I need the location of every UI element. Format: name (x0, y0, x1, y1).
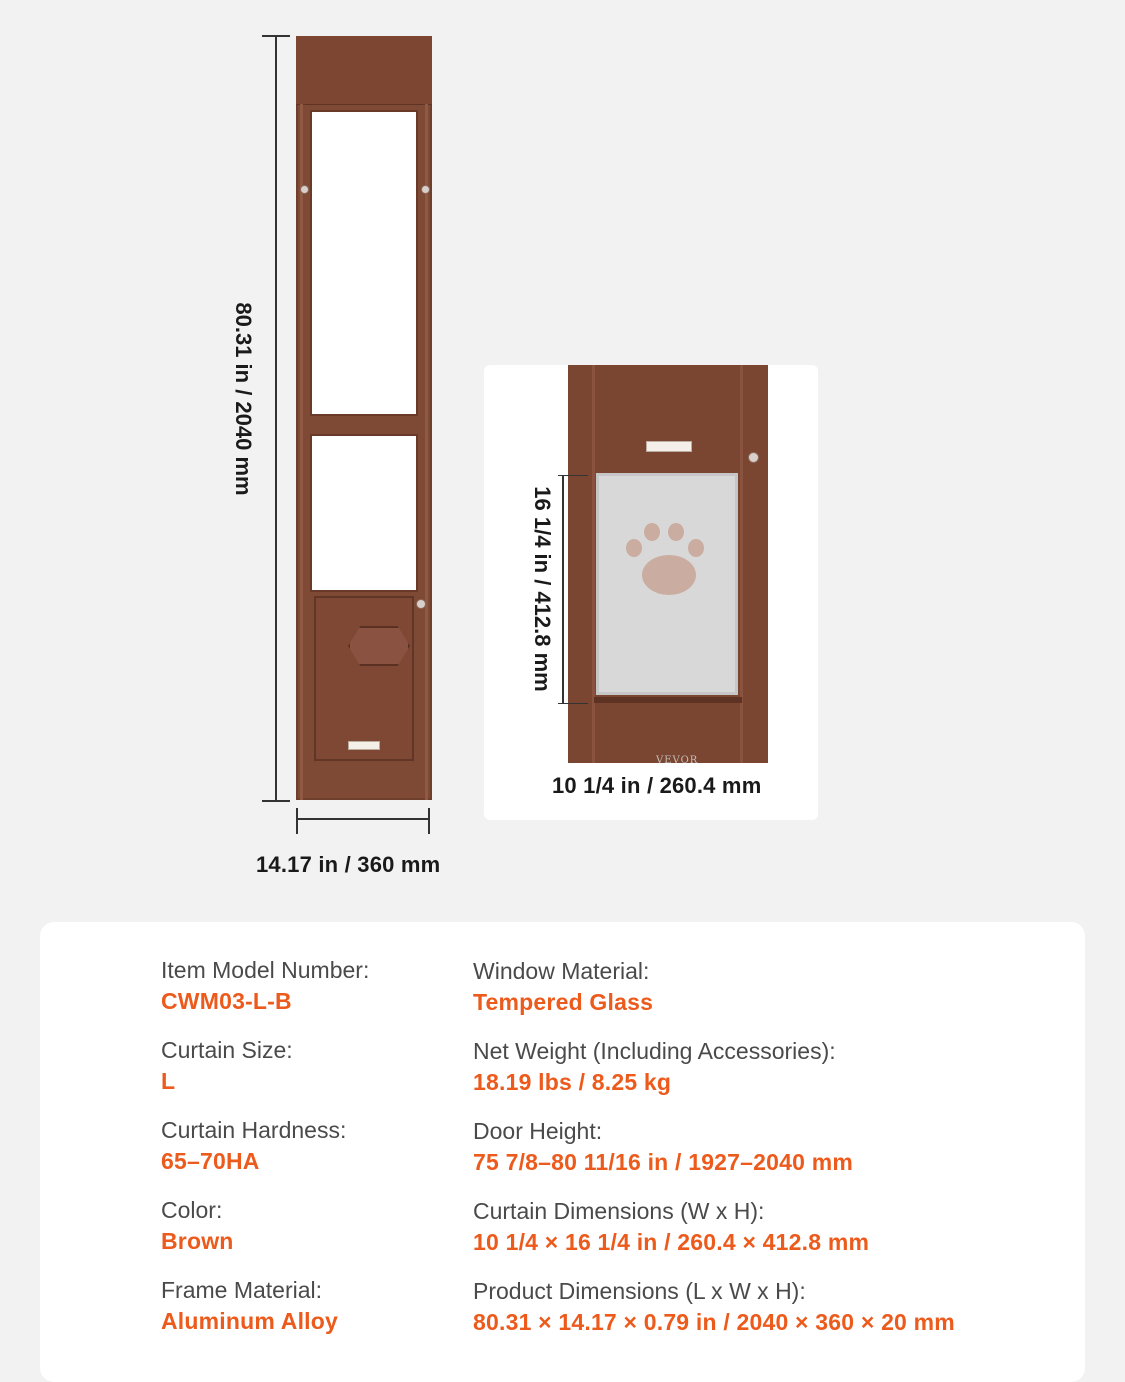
brand-watermark: VEVOR (656, 755, 699, 766)
paw-toe-icon (688, 539, 704, 557)
door-rail-right (425, 104, 428, 800)
curtain-height-label: 16 1/4 in / 412.8 mm (530, 486, 555, 692)
spec-frame-material (161, 1275, 338, 1337)
flap-emblem (348, 626, 410, 666)
lock-knob (748, 452, 759, 463)
paw-print-icon (642, 555, 696, 595)
spec-value: 65–70HA (161, 1148, 260, 1174)
spec-net-weight (473, 1036, 836, 1098)
curtain-height-cap-top (558, 475, 588, 476)
width-measure-line (296, 818, 430, 820)
curtain-detail-card (484, 365, 818, 820)
door-rail-left (300, 104, 303, 800)
spec-label: Curtain Size: (161, 1037, 293, 1063)
spec-value: Aluminum Alloy (161, 1308, 339, 1334)
paw-toe-icon (626, 539, 642, 557)
width-measure-cap-left (296, 808, 298, 834)
spec-value: L (161, 1068, 176, 1094)
spec-label: Net Weight (Including Accessories): (473, 1038, 836, 1064)
height-measure-line (275, 36, 277, 802)
spec-value: 10 1/4 × 16 1/4 in / 260.4 × 412.8 mm (473, 1229, 870, 1255)
door-header (296, 36, 432, 105)
frame-rail (740, 365, 743, 763)
curtain-bottom-bar (594, 697, 742, 703)
spec-product-dimensions (473, 1276, 955, 1338)
spec-label: Door Height: (473, 1118, 603, 1144)
spec-value: 80.31 × 14.17 × 0.79 in / 2040 × 360 × 20 mm (473, 1309, 955, 1335)
middle-glass-pane (310, 434, 418, 592)
frame-rail (592, 365, 595, 763)
spec-label: Color: (161, 1197, 223, 1223)
spec-label: Item Model Number: (161, 957, 370, 983)
curtain-label-sticker (646, 441, 692, 452)
spec-label: Window Material: (473, 958, 650, 984)
specifications-card (40, 922, 1085, 1382)
paw-toe-icon (644, 523, 660, 541)
screw (300, 185, 309, 194)
spec-value: Brown (161, 1228, 234, 1254)
spec-color (161, 1195, 234, 1257)
door-height-label: 80.31 in / 2040 mm (231, 302, 256, 496)
curtain-height-cap-bottom (558, 703, 588, 704)
spec-value: 18.19 lbs / 8.25 kg (473, 1069, 672, 1095)
screw (421, 185, 430, 194)
flap-label-sticker (348, 741, 380, 750)
spec-door-height (473, 1116, 853, 1178)
height-measure-cap-top (262, 35, 290, 37)
spec-label: Frame Material: (161, 1277, 323, 1303)
spec-value: 75 7/8–80 11/16 in / 1927–2040 mm (473, 1149, 854, 1175)
spec-curtain-dimensions (473, 1196, 869, 1258)
spec-label: Product Dimensions (L x W x H): (473, 1278, 806, 1304)
spec-value: Tempered Glass (473, 989, 654, 1015)
paw-toe-icon (668, 523, 684, 541)
spec-label: Curtain Dimensions (W x H): (473, 1198, 765, 1224)
spec-curtain-hardness (161, 1115, 346, 1177)
upper-glass-pane (310, 110, 418, 416)
pet-flap (314, 596, 414, 761)
sliding-door-panel (296, 36, 432, 800)
spec-label: Curtain Hardness: (161, 1117, 347, 1143)
door-width-label: 14.17 in / 360 mm (256, 852, 441, 877)
spec-value: CWM03-L-B (161, 988, 292, 1014)
height-measure-cap-bottom (262, 800, 290, 802)
lock-knob (416, 599, 426, 609)
curtain-height-line (562, 475, 564, 703)
curtain-flap (596, 473, 738, 766)
curtain-frame (568, 365, 768, 766)
width-measure-cap-right (428, 808, 430, 834)
spec-model-number (161, 955, 369, 1017)
curtain-width-label: 10 1/4 in / 260.4 mm (552, 773, 762, 798)
spec-curtain-size (161, 1035, 293, 1097)
spec-window-material (473, 956, 653, 1018)
